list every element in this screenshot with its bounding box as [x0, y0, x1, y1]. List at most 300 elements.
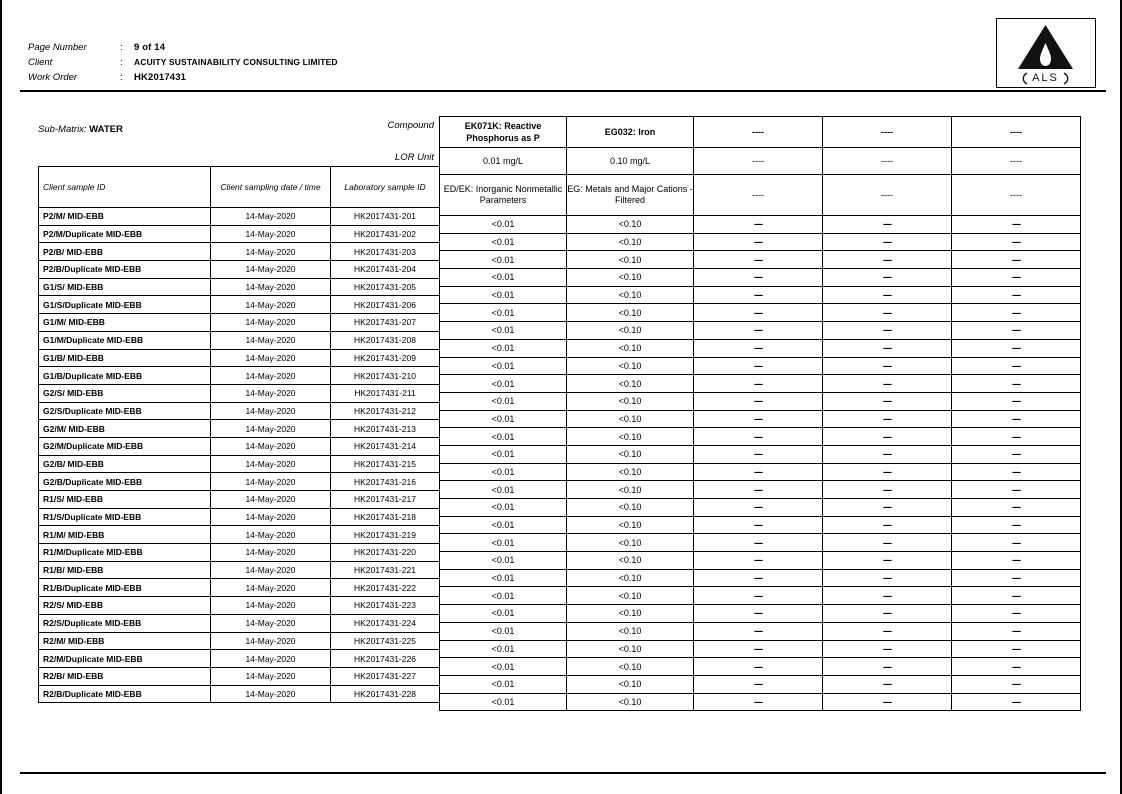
result-cell-2: <0.10 [567, 569, 694, 587]
lor-cell-3: ---- [694, 148, 823, 175]
method-cell-4: ---- [823, 175, 952, 216]
result-cell-4: ---- [823, 693, 952, 711]
result-cell-5: ---- [952, 675, 1081, 693]
result-cell-2: <0.10 [567, 392, 694, 410]
result-cell-4: ---- [823, 233, 952, 251]
result-row [440, 534, 1081, 552]
result-cell-4: ---- [823, 481, 952, 499]
header-row-page-number [28, 40, 338, 55]
sampling-date-cell: 14-May-2020 [211, 331, 331, 349]
result-cell-2: <0.10 [567, 640, 694, 658]
result-cell-4: ---- [823, 216, 952, 234]
result-cell-5: ---- [952, 516, 1081, 534]
result-cell-1: <0.01 [440, 640, 567, 658]
result-cell-2: <0.10 [567, 286, 694, 304]
client-sampling-date-header: Client sampling date / time [211, 167, 331, 208]
table-row [39, 296, 440, 314]
result-cell-3: ---- [694, 375, 823, 393]
table-row [39, 331, 440, 349]
laboratory-sample-id-cell: HK2017431-224 [331, 614, 440, 632]
sample-table-header [39, 167, 440, 208]
compound-cell-1: EK071K: Reactive Phosphorus as P [440, 117, 567, 148]
table-row [39, 561, 440, 579]
client-sample-id-cell: G2/S/Duplicate MID-EBB [39, 402, 211, 420]
result-cell-5: ---- [952, 392, 1081, 410]
result-cell-3: ---- [694, 410, 823, 428]
compound-cell-5: ---- [952, 117, 1081, 148]
client-sample-id-cell: R2/B/ MID-EBB [39, 667, 211, 685]
result-cell-3: ---- [694, 499, 823, 517]
result-cell-4: ---- [823, 569, 952, 587]
table-side-labels [202, 118, 434, 163]
client-sample-id-cell: G2/S/ MID-EBB [39, 384, 211, 402]
result-cell-4: ---- [823, 534, 952, 552]
lor-cell-2: 0.10 mg/L [567, 148, 694, 175]
result-cell-2: <0.10 [567, 304, 694, 322]
client-sample-id-cell: G1/M/ MID-EBB [39, 314, 211, 332]
table-row [39, 632, 440, 650]
result-cell-4: ---- [823, 269, 952, 287]
table-row [39, 491, 440, 509]
result-cell-3: ---- [694, 463, 823, 481]
table-row [39, 579, 440, 597]
result-cell-1: <0.01 [440, 499, 567, 517]
result-cell-5: ---- [952, 569, 1081, 587]
method-cell-5: ---- [952, 175, 1081, 216]
sampling-date-cell: 14-May-2020 [211, 402, 331, 420]
table-row [39, 650, 440, 668]
result-cell-3: ---- [694, 286, 823, 304]
sampling-date-cell: 14-May-2020 [211, 349, 331, 367]
result-cell-1: <0.01 [440, 392, 567, 410]
footer-divider [20, 772, 1106, 774]
result-cell-3: ---- [694, 445, 823, 463]
result-cell-1: <0.01 [440, 216, 567, 234]
client-sample-id-cell: R2/S/ MID-EBB [39, 597, 211, 615]
result-cell-2: <0.10 [567, 693, 694, 711]
laboratory-sample-id-cell: HK2017431-215 [331, 455, 440, 473]
result-cell-5: ---- [952, 410, 1081, 428]
result-cell-1: <0.01 [440, 428, 567, 446]
result-cell-3: ---- [694, 622, 823, 640]
result-cell-1: <0.01 [440, 481, 567, 499]
result-cell-5: ---- [952, 357, 1081, 375]
result-cell-4: ---- [823, 251, 952, 269]
result-cell-3: ---- [694, 534, 823, 552]
result-cell-3: ---- [694, 322, 823, 340]
result-cell-5: ---- [952, 605, 1081, 623]
table-row [39, 314, 440, 332]
sampling-date-cell: 14-May-2020 [211, 208, 331, 226]
result-cell-5: ---- [952, 233, 1081, 251]
result-row [440, 375, 1081, 393]
laboratory-sample-id-cell: HK2017431-206 [331, 296, 440, 314]
result-row [440, 587, 1081, 605]
header-divider [20, 90, 1106, 92]
sampling-date-cell: 14-May-2020 [211, 384, 331, 402]
sampling-date-cell: 14-May-2020 [211, 544, 331, 562]
result-cell-5: ---- [952, 552, 1081, 570]
sampling-date-cell: 14-May-2020 [211, 685, 331, 703]
laboratory-sample-id-cell: HK2017431-219 [331, 526, 440, 544]
client-sample-id-cell: G2/B/Duplicate MID-EBB [39, 473, 211, 491]
client-sample-id-cell: G1/B/ MID-EBB [39, 349, 211, 367]
result-cell-2: <0.10 [567, 658, 694, 676]
laboratory-sample-id-cell: HK2017431-210 [331, 367, 440, 385]
client-sample-id-cell: G2/M/ MID-EBB [39, 420, 211, 438]
result-cell-4: ---- [823, 322, 952, 340]
als-logo-graphic [997, 19, 1094, 86]
result-cell-1: <0.01 [440, 658, 567, 676]
result-cell-1: <0.01 [440, 304, 567, 322]
result-cell-3: ---- [694, 675, 823, 693]
laboratory-sample-id-cell: HK2017431-204 [331, 261, 440, 279]
result-row [440, 410, 1081, 428]
result-cell-2: <0.10 [567, 357, 694, 375]
analyte-method-row [440, 175, 1081, 216]
compound-cell-4: ---- [823, 117, 952, 148]
client-sample-id-cell: P2/M/Duplicate MID-EBB [39, 225, 211, 243]
client-sample-id-cell: G2/B/ MID-EBB [39, 455, 211, 473]
laboratory-sample-id-cell: HK2017431-216 [331, 473, 440, 491]
sampling-date-cell: 14-May-2020 [211, 243, 331, 261]
result-cell-5: ---- [952, 445, 1081, 463]
result-cell-2: <0.10 [567, 605, 694, 623]
result-cell-2: <0.10 [567, 339, 694, 357]
client-sample-id-cell: R1/S/ MID-EBB [39, 491, 211, 509]
result-cell-1: <0.01 [440, 445, 567, 463]
result-cell-2: <0.10 [567, 251, 694, 269]
result-cell-5: ---- [952, 375, 1081, 393]
result-cell-4: ---- [823, 410, 952, 428]
client-sample-id-header: Client sample ID [39, 167, 211, 208]
result-row [440, 233, 1081, 251]
client-sample-id-cell: R2/B/Duplicate MID-EBB [39, 685, 211, 703]
result-cell-1: <0.01 [440, 463, 567, 481]
laboratory-sample-id-cell: HK2017431-222 [331, 579, 440, 597]
header-row-work-order [28, 70, 338, 85]
sample-table-body [39, 208, 440, 703]
laboratory-sample-id-cell: HK2017431-201 [331, 208, 440, 226]
laboratory-sample-id-cell: HK2017431-227 [331, 667, 440, 685]
lor-cell-4: ---- [823, 148, 952, 175]
laboratory-sample-id-cell: HK2017431-218 [331, 508, 440, 526]
result-cell-3: ---- [694, 587, 823, 605]
result-cell-5: ---- [952, 534, 1081, 552]
result-row [440, 640, 1081, 658]
compound-cell-3: ---- [694, 117, 823, 148]
sampling-date-cell: 14-May-2020 [211, 314, 331, 332]
result-cell-1: <0.01 [440, 357, 567, 375]
table-row [39, 473, 440, 491]
result-cell-2: <0.10 [567, 322, 694, 340]
result-cell-4: ---- [823, 587, 952, 605]
result-cell-2: <0.10 [567, 622, 694, 640]
analyte-compound-row [440, 117, 1081, 148]
result-cell-4: ---- [823, 286, 952, 304]
table-row [39, 243, 440, 261]
result-cell-5: ---- [952, 622, 1081, 640]
result-cell-2: <0.10 [567, 410, 694, 428]
sampling-date-cell: 14-May-2020 [211, 278, 331, 296]
table-row [39, 402, 440, 420]
table-row [39, 526, 440, 544]
sampling-date-cell: 14-May-2020 [211, 473, 331, 491]
laboratory-sample-id-cell: HK2017431-212 [331, 402, 440, 420]
laboratory-sample-id-cell: HK2017431-207 [331, 314, 440, 332]
result-cell-5: ---- [952, 286, 1081, 304]
client-sample-id-cell: R2/M/Duplicate MID-EBB [39, 650, 211, 668]
laboratory-sample-id-cell: HK2017431-209 [331, 349, 440, 367]
result-cell-5: ---- [952, 428, 1081, 446]
result-cell-3: ---- [694, 640, 823, 658]
result-cell-2: <0.10 [567, 269, 694, 287]
page-number-label: Page Number [28, 42, 87, 53]
result-cell-1: <0.01 [440, 516, 567, 534]
result-cell-1: <0.01 [440, 322, 567, 340]
result-cell-2: <0.10 [567, 499, 694, 517]
result-cell-4: ---- [823, 463, 952, 481]
result-cell-5: ---- [952, 658, 1081, 676]
sampling-date-cell: 14-May-2020 [211, 420, 331, 438]
laboratory-sample-id-cell: HK2017431-226 [331, 650, 440, 668]
laboratory-sample-id-header: Laboratory sample ID [331, 167, 440, 208]
result-cell-3: ---- [694, 357, 823, 375]
client-sample-id-cell: R1/B/ MID-EBB [39, 561, 211, 579]
svg-text:ALS: ALS [1032, 72, 1059, 84]
sampling-date-cell: 14-May-2020 [211, 632, 331, 650]
result-row [440, 216, 1081, 234]
result-cell-5: ---- [952, 304, 1081, 322]
laboratory-sample-id-cell: HK2017431-203 [331, 243, 440, 261]
sampling-date-cell: 14-May-2020 [211, 261, 331, 279]
work-order-value: HK2017431 [134, 72, 187, 83]
result-cell-3: ---- [694, 339, 823, 357]
result-cell-2: <0.10 [567, 375, 694, 393]
result-cell-1: <0.01 [440, 675, 567, 693]
result-row [440, 304, 1081, 322]
sampling-date-cell: 14-May-2020 [211, 437, 331, 455]
result-cell-4: ---- [823, 357, 952, 375]
result-cell-3: ---- [694, 216, 823, 234]
table-row [39, 225, 440, 243]
result-row [440, 286, 1081, 304]
result-cell-2: <0.10 [567, 516, 694, 534]
client-sample-id-cell: R1/B/Duplicate MID-EBB [39, 579, 211, 597]
result-cell-1: <0.01 [440, 375, 567, 393]
result-cell-1: <0.01 [440, 693, 567, 711]
als-logo [996, 18, 1096, 88]
result-cell-1: <0.01 [440, 622, 567, 640]
sampling-date-cell: 14-May-2020 [211, 526, 331, 544]
result-cell-4: ---- [823, 375, 952, 393]
client-sample-id-cell: R2/M/ MID-EBB [39, 632, 211, 650]
work-order-colon: : [120, 72, 123, 83]
result-row [440, 428, 1081, 446]
laboratory-sample-id-cell: HK2017431-220 [331, 544, 440, 562]
result-cell-5: ---- [952, 339, 1081, 357]
table-row [39, 544, 440, 562]
laboratory-sample-id-cell: HK2017431-223 [331, 597, 440, 615]
client-value: ACUITY SUSTAINABILITY CONSULTING LIMITED [134, 57, 338, 67]
lor-cell-1: 0.01 mg/L [440, 148, 567, 175]
client-sample-id-cell: R1/M/ MID-EBB [39, 526, 211, 544]
result-cell-1: <0.01 [440, 339, 567, 357]
table-row [39, 508, 440, 526]
result-cell-2: <0.10 [567, 445, 694, 463]
laboratory-sample-id-cell: HK2017431-225 [331, 632, 440, 650]
result-cell-2: <0.10 [567, 428, 694, 446]
result-row [440, 499, 1081, 517]
client-sample-id-cell: G1/M/Duplicate MID-EBB [39, 331, 211, 349]
result-cell-3: ---- [694, 304, 823, 322]
result-row [440, 622, 1081, 640]
result-cell-3: ---- [694, 693, 823, 711]
sampling-date-cell: 14-May-2020 [211, 597, 331, 615]
result-cell-4: ---- [823, 658, 952, 676]
table-row [39, 455, 440, 473]
result-cell-2: <0.10 [567, 587, 694, 605]
result-row [440, 552, 1081, 570]
result-cell-4: ---- [823, 445, 952, 463]
client-sample-id-cell: G1/S/ MID-EBB [39, 278, 211, 296]
result-cell-5: ---- [952, 251, 1081, 269]
header-fields [28, 40, 338, 85]
result-cell-2: <0.10 [567, 216, 694, 234]
client-sample-id-cell: R2/S/Duplicate MID-EBB [39, 614, 211, 632]
laboratory-sample-id-cell: HK2017431-214 [331, 437, 440, 455]
result-row [440, 445, 1081, 463]
table-row [39, 667, 440, 685]
result-cell-3: ---- [694, 481, 823, 499]
laboratory-sample-id-cell: HK2017431-202 [331, 225, 440, 243]
work-order-label: Work Order [28, 72, 78, 83]
laboratory-sample-id-cell: HK2017431-208 [331, 331, 440, 349]
table-row [39, 349, 440, 367]
result-cell-4: ---- [823, 428, 952, 446]
result-row [440, 322, 1081, 340]
sampling-date-cell: 14-May-2020 [211, 650, 331, 668]
laboratory-sample-id-cell: HK2017431-205 [331, 278, 440, 296]
sampling-date-cell: 14-May-2020 [211, 455, 331, 473]
result-row [440, 693, 1081, 711]
table-row [39, 278, 440, 296]
sampling-date-cell: 14-May-2020 [211, 614, 331, 632]
result-cell-4: ---- [823, 552, 952, 570]
lor-cell-5: ---- [952, 148, 1081, 175]
client-sample-id-cell: P2/B/Duplicate MID-EBB [39, 261, 211, 279]
table-row [39, 437, 440, 455]
method-cell-1: ED/EK: Inorganic Nonmetallic Parameters [440, 175, 567, 216]
result-cell-1: <0.01 [440, 410, 567, 428]
result-cell-5: ---- [952, 322, 1081, 340]
page-header [20, 18, 1106, 90]
sampling-date-cell: 14-May-2020 [211, 367, 331, 385]
lor-unit-label: LOR Unit [394, 152, 434, 163]
laboratory-sample-id-cell: HK2017431-221 [331, 561, 440, 579]
result-cell-2: <0.10 [567, 481, 694, 499]
result-cell-5: ---- [952, 481, 1081, 499]
table-row [39, 685, 440, 703]
result-cell-4: ---- [823, 675, 952, 693]
table-row [39, 614, 440, 632]
result-cell-5: ---- [952, 587, 1081, 605]
result-row [440, 516, 1081, 534]
sub-matrix-value: WATER [89, 124, 123, 135]
result-cell-3: ---- [694, 516, 823, 534]
table-row [39, 420, 440, 438]
laboratory-sample-id-cell: HK2017431-211 [331, 384, 440, 402]
table-row [39, 384, 440, 402]
result-cell-5: ---- [952, 463, 1081, 481]
client-sample-id-cell: G1/B/Duplicate MID-EBB [39, 367, 211, 385]
result-cell-1: <0.01 [440, 534, 567, 552]
result-cell-5: ---- [952, 693, 1081, 711]
page-number-colon: : [120, 42, 123, 53]
result-cell-5: ---- [952, 269, 1081, 287]
table-row [39, 208, 440, 226]
method-cell-3: ---- [694, 175, 823, 216]
laboratory-sample-id-cell: HK2017431-217 [331, 491, 440, 509]
sampling-date-cell: 14-May-2020 [211, 225, 331, 243]
result-row [440, 339, 1081, 357]
laboratory-sample-id-cell: HK2017431-228 [331, 685, 440, 703]
result-cell-1: <0.01 [440, 269, 567, 287]
client-sample-id-cell: R1/S/Duplicate MID-EBB [39, 508, 211, 526]
result-cell-2: <0.10 [567, 233, 694, 251]
result-cell-3: ---- [694, 569, 823, 587]
result-cell-1: <0.01 [440, 251, 567, 269]
result-row [440, 251, 1081, 269]
result-cell-4: ---- [823, 516, 952, 534]
compound-cell-2: EG032: Iron [567, 117, 694, 148]
result-cell-3: ---- [694, 392, 823, 410]
header-row-client [28, 55, 338, 70]
sample-table [38, 166, 440, 703]
table-row [39, 367, 440, 385]
analyte-lor-row [440, 148, 1081, 175]
client-sample-id-cell: P2/B/ MID-EBB [39, 243, 211, 261]
result-cell-3: ---- [694, 552, 823, 570]
result-cell-2: <0.10 [567, 463, 694, 481]
table-row [39, 261, 440, 279]
sampling-date-cell: 14-May-2020 [211, 296, 331, 314]
result-row [440, 463, 1081, 481]
result-cell-3: ---- [694, 269, 823, 287]
result-row [440, 569, 1081, 587]
sub-matrix [38, 124, 123, 135]
result-cell-3: ---- [694, 605, 823, 623]
result-cell-3: ---- [694, 658, 823, 676]
table-row [39, 597, 440, 615]
result-cell-4: ---- [823, 304, 952, 322]
sampling-date-cell: 14-May-2020 [211, 579, 331, 597]
client-sample-id-cell: G1/S/Duplicate MID-EBB [39, 296, 211, 314]
sampling-date-cell: 14-May-2020 [211, 561, 331, 579]
result-row [440, 481, 1081, 499]
result-cell-4: ---- [823, 499, 952, 517]
result-cell-5: ---- [952, 640, 1081, 658]
client-sample-id-cell: G2/M/Duplicate MID-EBB [39, 437, 211, 455]
client-colon: : [120, 57, 123, 68]
client-sample-id-cell: P2/M/ MID-EBB [39, 208, 211, 226]
client-sample-id-cell: R1/M/Duplicate MID-EBB [39, 544, 211, 562]
result-cell-1: <0.01 [440, 552, 567, 570]
result-cell-4: ---- [823, 392, 952, 410]
result-cell-3: ---- [694, 428, 823, 446]
result-cell-4: ---- [823, 640, 952, 658]
result-row [440, 675, 1081, 693]
